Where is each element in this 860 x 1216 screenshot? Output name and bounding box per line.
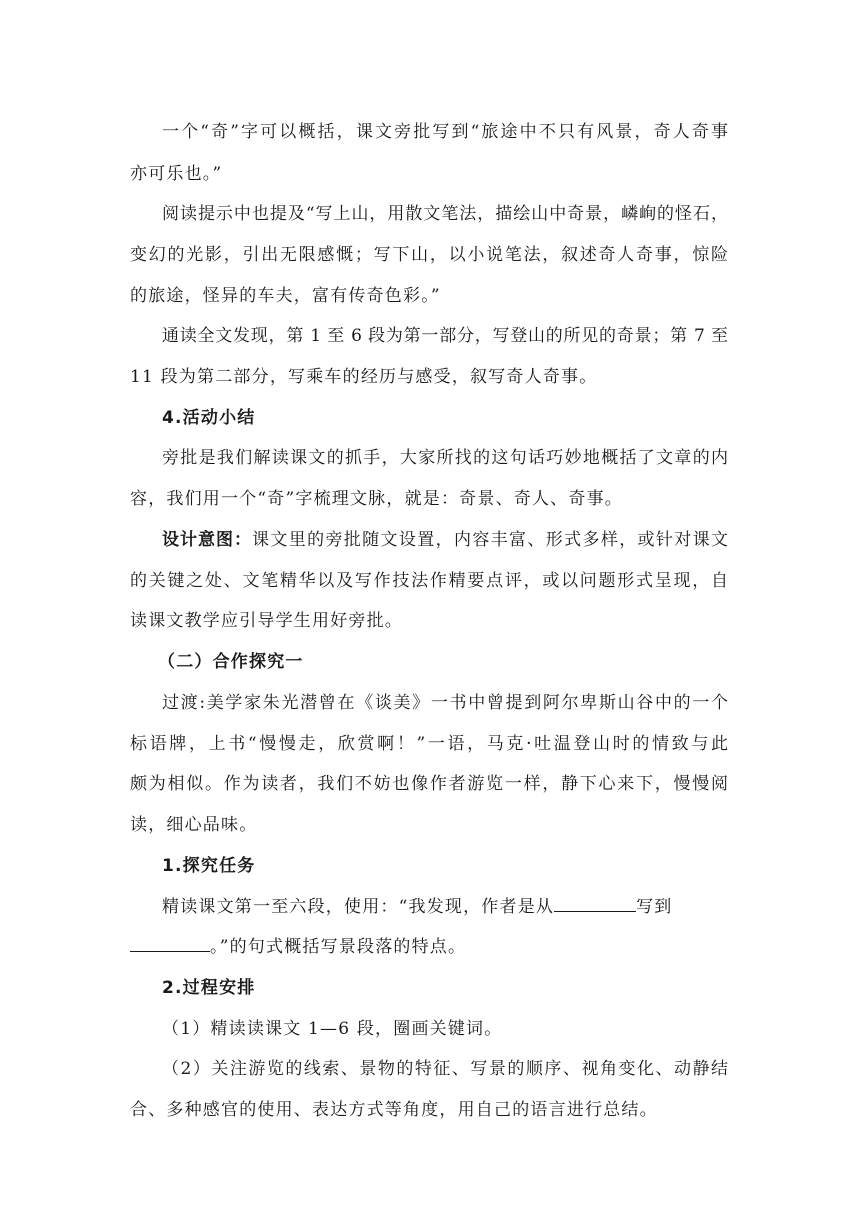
section-heading-cooperation: （二）合作探究一: [158, 652, 304, 672]
paragraph-line: 颇为相似。作为读者，我们不妨也像作者游览一样，静下心来下，慢慢阅: [130, 774, 728, 794]
paragraph-line: 标语牌，上书“慢慢走，欣赏啊！”一语，马克·吐温登山时的情致与此: [130, 734, 728, 754]
section-heading-summary: 4.活动小结: [162, 408, 256, 428]
paragraph-line: 变幻的光影，引出无限感慨；写下山，以小说笔法，叙述奇人奇事，惊险: [130, 245, 728, 265]
task-line: [130, 936, 466, 958]
section-heading-process: 2.过程安排: [162, 978, 256, 998]
design-intent-label: 设计意图：: [162, 530, 252, 550]
paragraph-line: 读课文教学应引导学生用好旁批。: [130, 611, 403, 631]
paragraph-line: 亦可乐也。”: [130, 164, 223, 184]
task-line: [162, 896, 673, 918]
paragraph-line: （2）关注游览的线索、景物的特征、写景的顺序、视角变化、动静结: [162, 1059, 728, 1079]
paragraph-line: 合、多种感官的使用、表达方式等角度，用自己的语言进行总结。: [130, 1100, 658, 1120]
paragraph-line: 旁批是我们解读课文的抓手，大家所找的这句话巧妙地概括了文章的内: [162, 448, 728, 468]
paragraph-line: 读，细心品味。: [130, 815, 258, 835]
paragraph-line: （1）精读读课文 1—6 段，圈画关键词。: [162, 1019, 503, 1039]
paragraph-line: 通读全文发现，第 1 至 6 段为第一部分，写登山的所见的奇景；第 7 至: [162, 326, 728, 346]
paragraph-text: 精读课文第一至六段，使用：“我发现，作者是从: [162, 897, 555, 917]
paragraph-line: 阅读提示中也提及“写上山，用散文笔法，描绘山中奇景，嶙峋的怪石，: [162, 204, 728, 224]
design-intent-line: [162, 529, 728, 551]
paragraph-line: 容，我们用一个“奇”字梳理文脉，就是：奇景、奇人、奇事。: [130, 489, 623, 509]
paragraph-line: 11 段为第二部分，写乘车的经历与感受，叙写奇人奇事。: [130, 367, 598, 387]
fill-in-blank: [554, 897, 636, 912]
fill-in-blank: [130, 937, 210, 952]
paragraph-line: 课文里的旁批随文设置，内容丰富、形式多样，或针对课文: [252, 530, 728, 550]
paragraph-text: 。”的句式概括写景段落的特点。: [210, 937, 467, 957]
paragraph-line: 过渡:美学家朱光潜曾在《谈美》一书中曾提到阿尔卑斯山谷中的一个: [162, 693, 728, 713]
paragraph-line: 的关键之处、文笔精华以及写作技法作精要点评，或以问题形式呈现，自: [130, 571, 728, 591]
paragraph-line: 的旅途，怪异的车夫，富有传奇色彩。”: [130, 286, 441, 306]
section-heading-task: 1.探究任务: [162, 856, 256, 876]
paragraph-text: 写到: [636, 897, 673, 917]
paragraph-line: 一个“奇”字可以概括，课文旁批写到“旅途中不只有风景，奇人奇事: [162, 122, 728, 142]
